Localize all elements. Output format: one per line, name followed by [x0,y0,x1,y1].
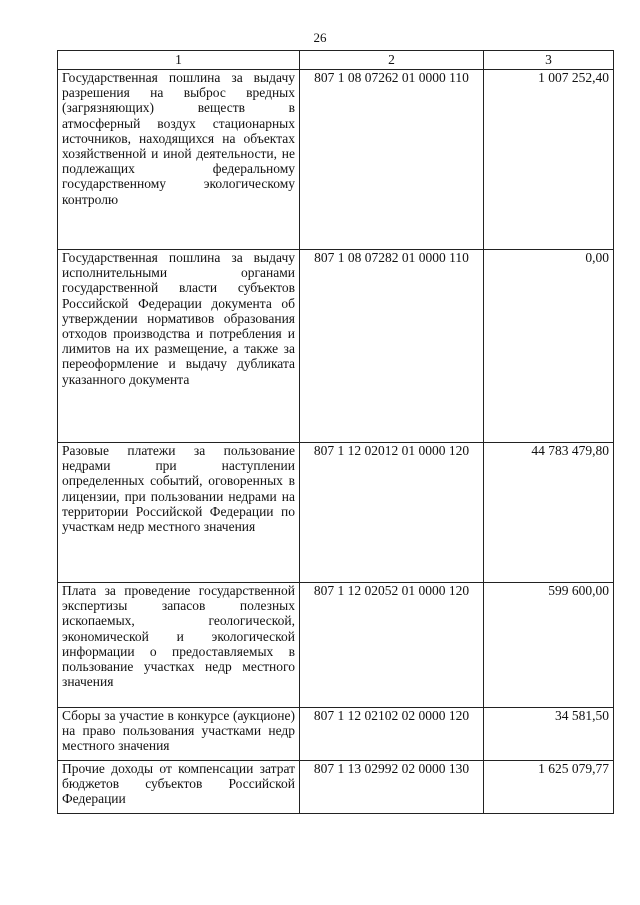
table-header-row [58,51,614,70]
amount: 1 007 252,40 [484,70,614,250]
table-row [58,443,614,583]
revenue-table [57,50,614,814]
page-number: 26 [313,30,327,45]
column-header-3: 3 [484,51,614,70]
table-row [58,583,614,708]
revenue-name: Прочие доходы от компенсации затрат бюджетов субъектов Российской Федерации [58,761,300,814]
column-header-1: 1 [58,51,300,70]
budget-code: 807 1 08 07282 01 0000 110 [300,250,484,443]
budget-code: 807 1 12 02052 01 0000 120 [300,583,484,708]
amount: 599 600,00 [484,583,614,708]
table-row [58,250,614,443]
amount: 1 625 079,77 [484,761,614,814]
budget-code: 807 1 08 07262 01 0000 110 [300,70,484,250]
budget-code: 807 1 13 02992 02 0000 130 [300,761,484,814]
table-row [58,708,614,761]
revenue-name: Государственная пошлина за выдачу исполнительными органами государственной власти субъектов Российской Федерации документа об утверждении нормативов образования отходов производства и потребления и лимитов на их размещение, а также за переоформление и выдачу дубликата указанного документа [58,250,300,443]
table-row [58,70,614,250]
revenue-name: Плата за проведение государственной экспертизы запасов полезных ископаемых, геологической, экономической и экологической информации о предоставляемых в пользование участках недр местного значения [58,583,300,708]
revenue-name: Сборы за участие в конкурсе (аукционе) на право пользования участками недр местного значения [58,708,300,761]
budget-code: 807 1 12 02012 01 0000 120 [300,443,484,583]
amount: 44 783 479,80 [484,443,614,583]
column-header-2: 2 [300,51,484,70]
budget-code: 807 1 12 02102 02 0000 120 [300,708,484,761]
revenue-name: Государственная пошлина за выдачу разрешения на выброс вредных (загрязняющих) веществ в атмосферный воздух стационарных источников, находящихся на объектах хозяйственной и иной деятельности, не подлежащих федеральному государственному экологическому контролю [58,70,300,250]
amount: 0,00 [484,250,614,443]
table-row [58,761,614,814]
amount: 34 581,50 [484,708,614,761]
revenue-name: Разовые платежи за пользование недрами при наступлении определенных событий, оговоренных в лицензии, при пользовании недрами на территории Российской Федерации по участкам недр местного значения [58,443,300,583]
